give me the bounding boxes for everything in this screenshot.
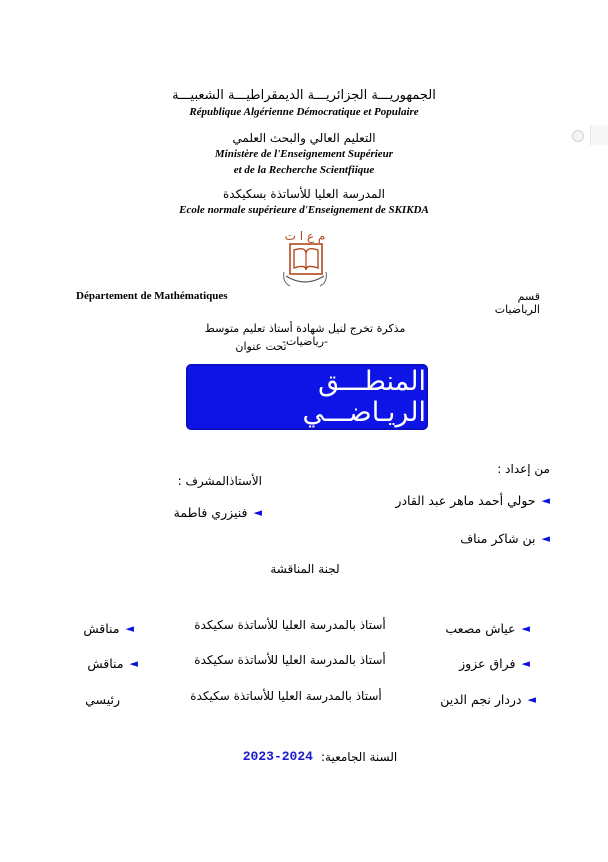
- bullet-arrow-icon: ◄: [521, 657, 530, 670]
- prepared-by-label: من إعداد :: [497, 462, 550, 476]
- academic-year: [230, 749, 410, 764]
- school-ar: المدرسة العليا للأساتذة بسكيكدة: [223, 187, 385, 201]
- book-logo-icon: [268, 226, 342, 294]
- thesis-title-box: [186, 364, 428, 430]
- committee-member-name: ◄ فراق عزوز: [459, 656, 530, 671]
- supervisor-label: الأستاذالمشرف :: [177, 474, 262, 488]
- academic-year-value: 2023-2024: [242, 749, 313, 764]
- school-logo: [268, 226, 342, 294]
- student-name: حولي أحمد ماهر عبد القادر: [395, 493, 536, 508]
- ministry-ar: التعليم العالي والبحث العلمي: [232, 131, 376, 145]
- logo-text: م ع ا ت: [284, 229, 326, 243]
- bullet-arrow-icon: ◄: [125, 622, 134, 635]
- committee-member-affiliation: أستاذ بالمدرسة العليا للأساتذة سكيكدة: [190, 689, 382, 703]
- department-fr: Département de Mathématiques: [76, 290, 228, 302]
- bullet-arrow-icon: ◄: [129, 657, 138, 670]
- ministry-fr-2: et de la Recherche Scientfiique: [233, 164, 375, 176]
- student-name: بن شاكر مناف: [460, 531, 536, 546]
- thesis-title: المنطـــق الريـاضـــي: [302, 366, 426, 428]
- supervisor-name: فنيزري فاطمة: [173, 505, 248, 520]
- committee-member-affiliation: أستاذ بالمدرسة العليا للأساتذة سكيكدة: [194, 653, 386, 667]
- student-item: [380, 493, 550, 508]
- bullet-arrow-icon: ◄: [541, 532, 550, 545]
- committee-member-name: ◄ دردار نجم الدين: [440, 692, 536, 707]
- academic-year-label: السنة الجامعية:: [320, 749, 398, 764]
- committee-member-role: ◄ مناقش: [83, 621, 134, 636]
- bullet-arrow-icon: ◄: [521, 622, 530, 635]
- committee-member-affiliation: أستاذ بالمدرسة العليا للأساتذة سكيكدة: [194, 618, 386, 632]
- bullet-arrow-icon: ◄: [541, 494, 550, 507]
- ministry-fr-1: Ministère de l'Enseignement Supérieur: [214, 148, 394, 160]
- republic-ar: الجمهوريـــة الجزائريـــة الديمقراطيـــة الشعبيـــة: [172, 88, 436, 103]
- committee-member-role: رئيسي: [85, 692, 120, 707]
- bullet-arrow-icon: ◄: [527, 693, 536, 706]
- republic-fr: République Algérienne Démocratique et Populaire: [189, 106, 419, 118]
- under-title-label: تحت عنوان: [235, 340, 287, 353]
- supervisor-item: [160, 505, 262, 520]
- committee-member-name: ◄ عياش مصعب: [445, 621, 530, 636]
- committee-member-role: ◄ مناقش: [87, 656, 138, 671]
- thesis-description: مذكرة تخرج لنيل شهادة أستاذ تعليم متوسط -رياضيات-: [204, 322, 406, 348]
- school-fr: Ecole normale supérieure d'Enseignement de SKIKDA: [179, 204, 429, 216]
- student-item: [380, 531, 550, 546]
- committee-label: لجنة المناقشة: [270, 562, 340, 576]
- department-ar: قسم الرياضيات: [494, 290, 540, 316]
- bullet-arrow-icon: ◄: [253, 506, 262, 519]
